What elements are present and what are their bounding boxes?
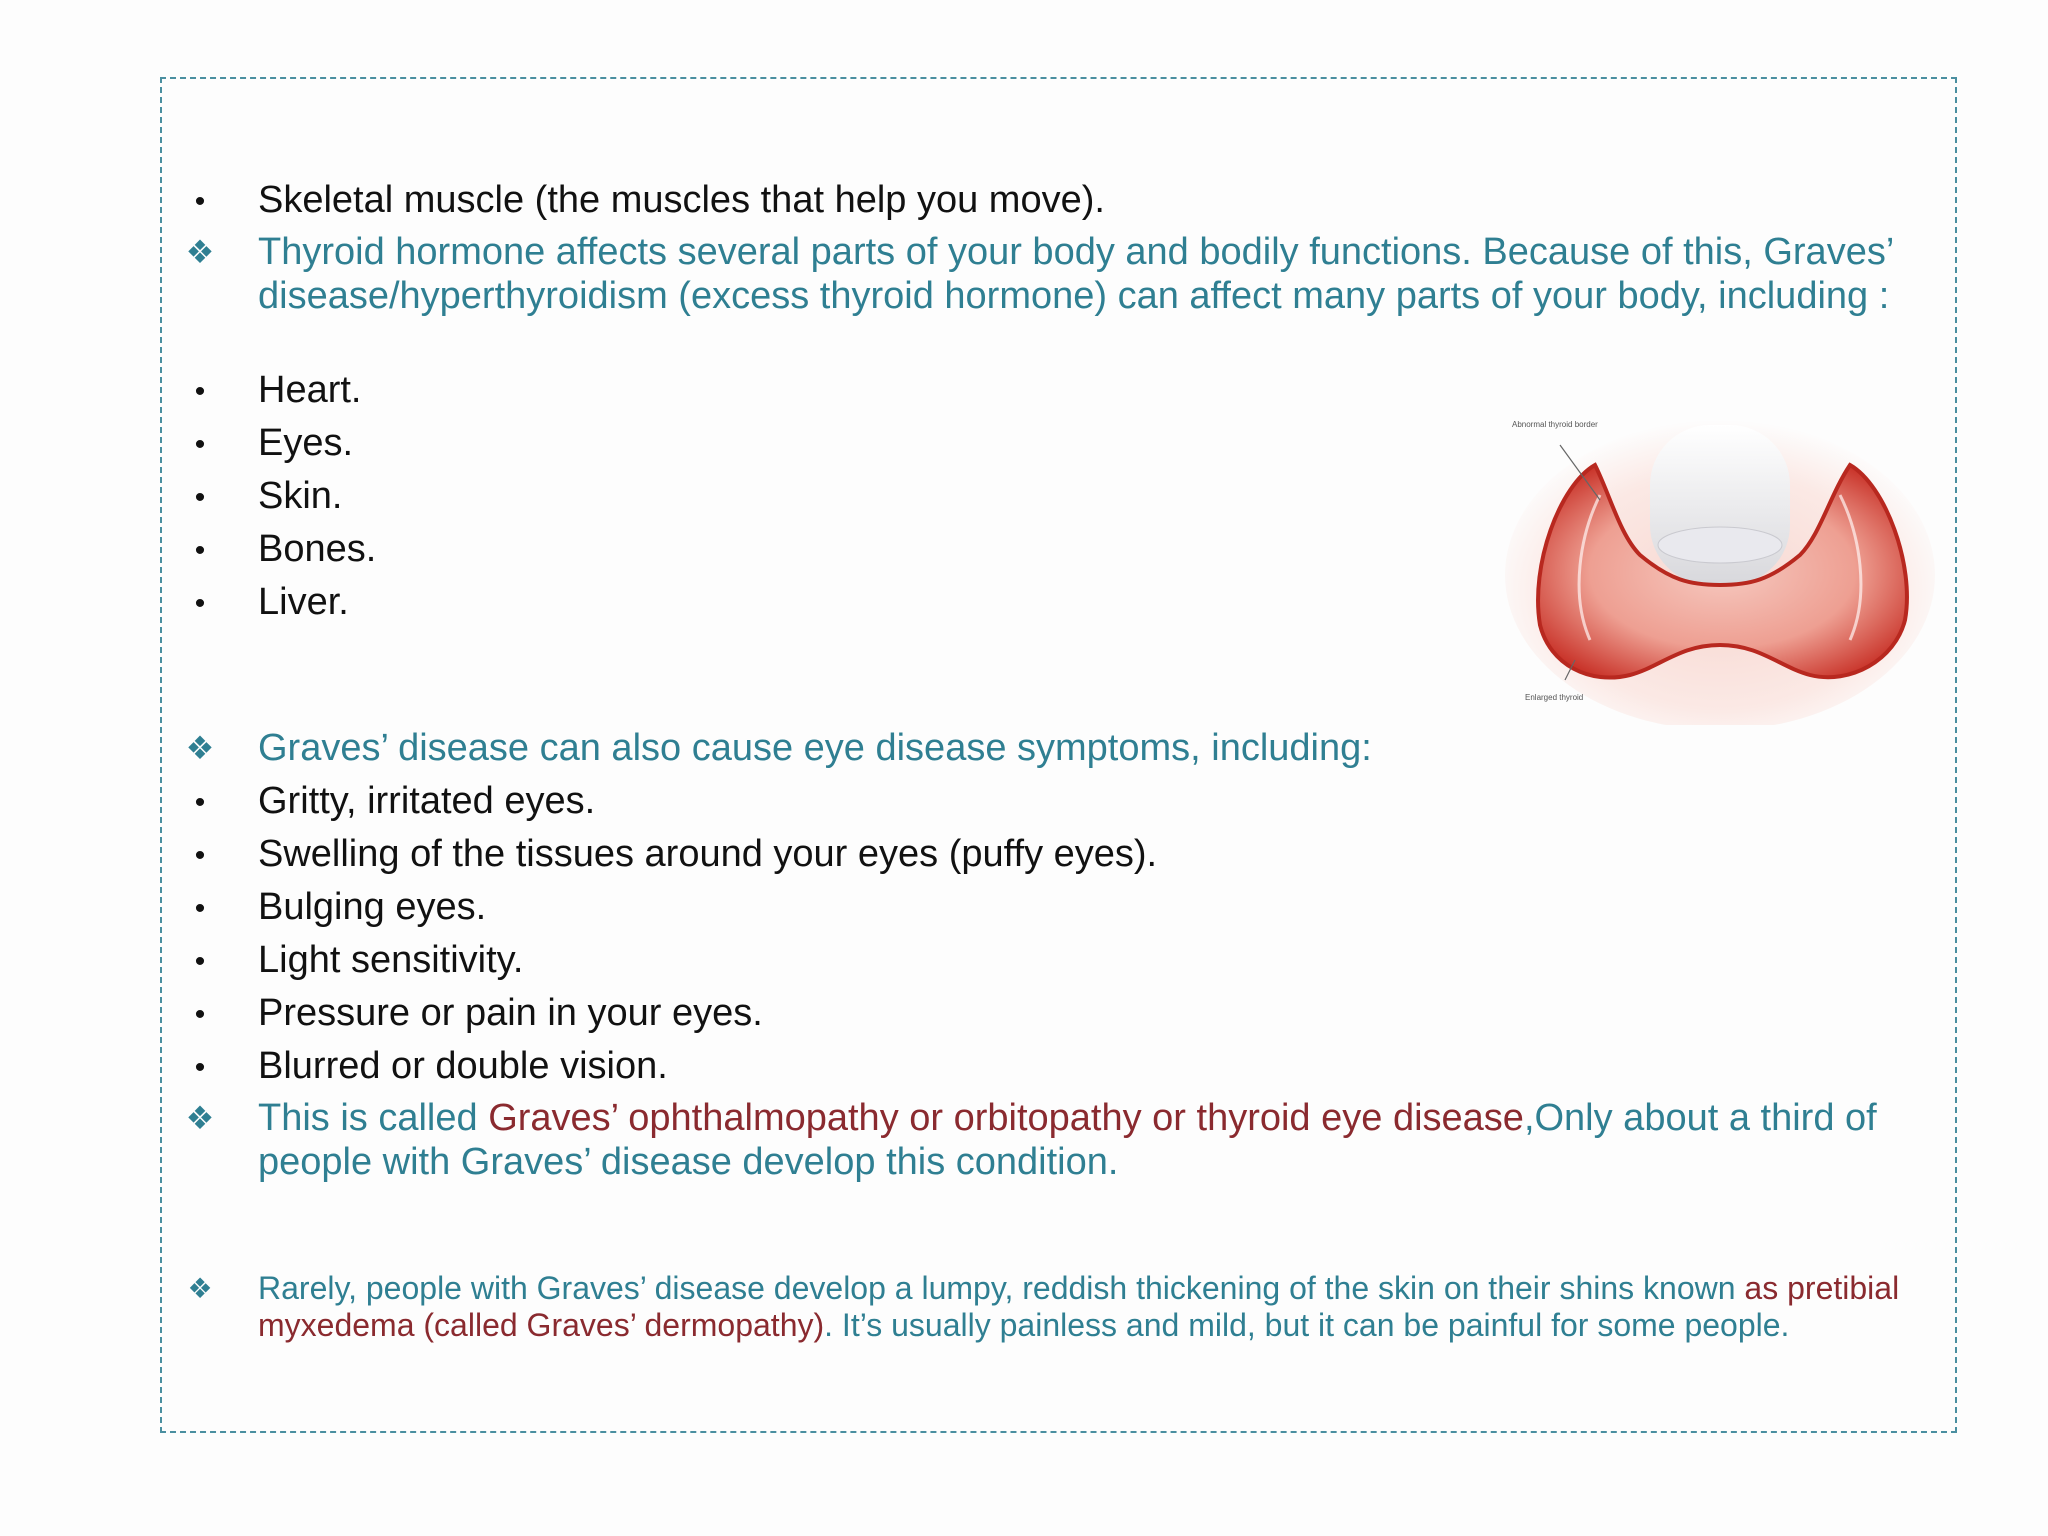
diamond-marker: ❖	[185, 1100, 215, 1136]
diamond-marker: ❖	[185, 730, 215, 766]
list-item-text: Pressure or pain in your eyes.	[258, 992, 763, 1034]
list-item	[180, 1044, 1928, 1088]
list-item	[180, 178, 1928, 222]
dermopathy-part1: Rarely, people with Graves’ disease develop a lumpy, reddish thickening of the skin on their shins known	[258, 1270, 1745, 1306]
list-item-text: Skin.	[258, 475, 343, 517]
condition-suffix: ,Only about a third of people with Graves’ disease develop this condition.	[258, 1097, 1877, 1183]
list-item-text: Light sensitivity.	[258, 939, 524, 981]
list-item-text: Gritty, irritated eyes.	[258, 780, 596, 822]
list-item-text: Blurred or double vision.	[258, 1045, 668, 1087]
dermopathy-text	[258, 1270, 1928, 1344]
list-item	[180, 991, 1928, 1035]
bullet-marker: •	[194, 185, 206, 218]
eye-heading	[180, 726, 1928, 770]
dermopathy-part2: . It’s usually painless and mild, but it can be painful for some people.	[824, 1307, 1790, 1343]
bullet-marker: •	[194, 892, 206, 925]
list-item	[180, 938, 1928, 982]
list-item-text: Heart.	[258, 369, 362, 411]
bullet-marker: •	[194, 839, 206, 872]
list-item-text: Bulging eyes.	[258, 886, 487, 928]
bullet-marker: •	[194, 1051, 206, 1084]
list-item-text: Liver.	[258, 581, 349, 623]
list-item-text: Bones.	[258, 528, 377, 570]
thyroid-illustration	[1500, 405, 1940, 725]
note-text: Thyroid hormone affects several parts of your body and bodily functions. Because of this, Graves’ disease/hyperthyroidism (excess thyroid hormone) can affect many parts of your body, including :	[258, 231, 1893, 317]
list-item	[180, 832, 1928, 876]
dermopathy-note	[180, 1270, 1928, 1344]
bullet-marker: •	[194, 375, 206, 408]
bullet-marker: •	[194, 998, 206, 1031]
bullet-marker: •	[194, 534, 206, 567]
dermopathy-name: as pretibial myxedema (called Graves’ dermopathy)	[258, 1270, 1900, 1343]
condition-note-text	[258, 1096, 1928, 1184]
note-paragraph	[180, 230, 1928, 318]
list-item	[180, 885, 1928, 929]
trachea-ring	[1658, 527, 1782, 563]
condition-note	[180, 1096, 1928, 1184]
list-item-text: Skeletal muscle (the muscles that help you move).	[258, 179, 1105, 221]
list-item-text: Swelling of the tissues around your eyes (puffy eyes).	[258, 833, 1158, 875]
condition-name: Graves’ ophthalmopathy or orbitopathy or thyroid eye disease	[488, 1097, 1524, 1139]
eye-heading-text: Graves’ disease can also cause eye disease symptoms, including:	[258, 727, 1372, 769]
bullet-marker: •	[194, 786, 206, 819]
list-item	[180, 779, 1928, 823]
list-item-text: Eyes.	[258, 422, 354, 464]
image-label-bottom: Enlarged thyroid	[1525, 693, 1584, 702]
bullet-marker: •	[194, 428, 206, 461]
bullet-marker: •	[194, 587, 206, 620]
bullet-marker: •	[194, 481, 206, 514]
bullet-marker: •	[194, 945, 206, 978]
diamond-marker: ❖	[185, 234, 215, 270]
diamond-marker: ❖	[187, 1273, 213, 1304]
image-label-top: Abnormal thyroid border	[1512, 420, 1598, 429]
condition-prefix: This is called	[258, 1097, 489, 1139]
